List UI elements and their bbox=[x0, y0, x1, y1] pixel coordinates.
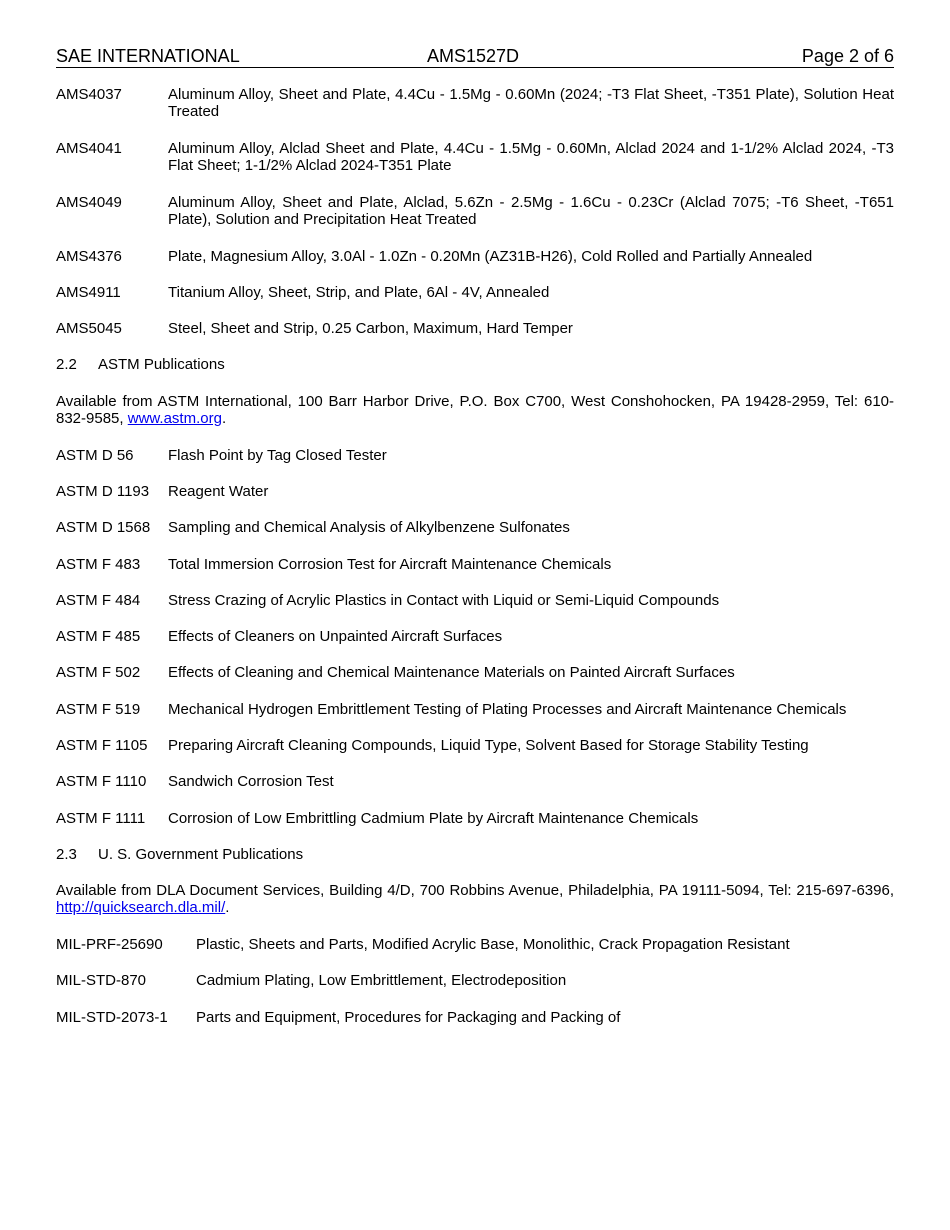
reference-title: Aluminum Alloy, Sheet and Plate, 4.4Cu - 1.5Mg - 0.60Mn (2024; -T3 Flat Sheet, -T351 Plate), Solution Heat Treated bbox=[168, 86, 894, 120]
reference-title: Stress Crazing of Acrylic Plastics in Contact with Liquid or Semi-Liquid Compounds bbox=[168, 592, 720, 609]
reference-entry bbox=[56, 519, 894, 536]
availability-suffix: . bbox=[221, 410, 227, 427]
reference-title: Effects of Cleaners on Unpainted Aircraft Surfaces bbox=[168, 628, 503, 645]
reference-code: AMS4911 bbox=[56, 284, 121, 301]
reference-entry bbox=[56, 810, 894, 827]
reference-entry bbox=[56, 483, 894, 500]
reference-title: Sampling and Chemical Analysis of Alkylbenzene Sulfonates bbox=[168, 519, 570, 536]
reference-code: AMS4376 bbox=[56, 248, 122, 265]
reference-entry bbox=[56, 284, 894, 301]
reference-entry bbox=[56, 972, 894, 989]
header-page-number: Page 2 of 6 bbox=[801, 46, 894, 66]
reference-entry bbox=[56, 1009, 894, 1026]
reference-entry bbox=[56, 664, 894, 681]
gov-availability-paragraph bbox=[56, 882, 894, 916]
section-number: 2.3 bbox=[56, 846, 77, 863]
reference-code: ASTM F 502 bbox=[56, 664, 141, 681]
reference-title: Mechanical Hydrogen Embrittlement Testing of Plating Processes and Aircraft Maintenance Chemicals bbox=[168, 701, 847, 718]
availability-text: Available from DLA Document Services, Building 4/D, 700 Robbins Avenue, Philadelphia, PA 19111-5094, Tel: 215-697-6396, bbox=[56, 882, 894, 899]
reference-title: Plastic, Sheets and Parts, Modified Acrylic Base, Monolithic, Crack Propagation Resistant bbox=[196, 936, 790, 953]
astm-website-link[interactable]: www.astm.org bbox=[127, 410, 222, 427]
astm-availability-paragraph bbox=[56, 393, 894, 427]
reference-title: Parts and Equipment, Procedures for Packaging and Packing of bbox=[196, 1009, 621, 1026]
reference-title: Plate, Magnesium Alloy, 3.0Al - 1.0Zn - 0.20Mn (AZ31B-H26), Cold Rolled and Partially Annealed bbox=[168, 248, 813, 265]
availability-text: Available from ASTM International, 100 Barr Harbor Drive, P.O. Box C700, West Conshohocken, PA 19428-2959, Tel: 610-832-9585, bbox=[56, 393, 894, 427]
availability-suffix: . bbox=[225, 899, 230, 916]
reference-title: Total Immersion Corrosion Test for Aircraft Maintenance Chemicals bbox=[168, 556, 612, 573]
reference-code: ASTM D 56 bbox=[56, 447, 134, 464]
reference-code: MIL-STD-2073-1 bbox=[56, 1009, 168, 1026]
reference-title: Steel, Sheet and Strip, 0.25 Carbon, Maximum, Hard Temper bbox=[168, 320, 573, 337]
reference-code: AMS5045 bbox=[56, 320, 122, 337]
reference-title: Corrosion of Low Embrittling Cadmium Plate by Aircraft Maintenance Chemicals bbox=[168, 810, 699, 827]
reference-entry bbox=[56, 773, 894, 790]
reference-code: ASTM F 519 bbox=[56, 701, 141, 718]
reference-title: Flash Point by Tag Closed Tester bbox=[168, 447, 387, 464]
reference-entry bbox=[56, 447, 894, 464]
reference-title: Preparing Aircraft Cleaning Compounds, Liquid Type, Solvent Based for Storage Stability Testing bbox=[168, 737, 809, 754]
reference-entry bbox=[56, 592, 894, 609]
reference-code: ASTM F 1105 bbox=[56, 737, 148, 754]
reference-code: MIL-STD-870 bbox=[56, 972, 147, 989]
reference-entry bbox=[56, 140, 894, 174]
reference-title: Reagent Water bbox=[168, 483, 269, 500]
section-heading-gov bbox=[56, 846, 894, 863]
reference-code: AMS4037 bbox=[56, 86, 122, 103]
reference-code: ASTM F 1111 bbox=[56, 810, 146, 827]
reference-entry bbox=[56, 701, 894, 718]
reference-title: Aluminum Alloy, Alclad Sheet and Plate, 4.4Cu - 1.5Mg - 0.60Mn, Alclad 2024 and 1-1/2% Alclad 2024, -T3 Flat Sheet; 1-1/2% Alclad 2024-T351 Plate bbox=[168, 140, 894, 174]
header-org: SAE INTERNATIONAL bbox=[56, 46, 240, 66]
section-title: U. S. Government Publications bbox=[98, 846, 304, 863]
reference-entry bbox=[56, 86, 894, 120]
reference-entry bbox=[56, 320, 894, 337]
reference-entry bbox=[56, 628, 894, 645]
reference-code: ASTM F 483 bbox=[56, 556, 141, 573]
reference-entry bbox=[56, 556, 894, 573]
reference-code: ASTM F 484 bbox=[56, 592, 141, 609]
reference-title: Cadmium Plating, Low Embrittlement, Electrodeposition bbox=[196, 972, 567, 989]
page-header bbox=[56, 45, 894, 68]
reference-code: ASTM F 1110 bbox=[56, 773, 147, 790]
reference-title: Titanium Alloy, Sheet, Strip, and Plate, 6Al - 4V, Annealed bbox=[168, 284, 550, 301]
reference-title: Sandwich Corrosion Test bbox=[168, 773, 334, 790]
section-heading-astm bbox=[56, 356, 894, 373]
dla-website-link[interactable]: http://quicksearch.dla.mil/ bbox=[56, 899, 226, 916]
reference-code: ASTM F 485 bbox=[56, 628, 141, 645]
reference-code: AMS4049 bbox=[56, 194, 122, 211]
reference-title: Effects of Cleaning and Chemical Maintenance Materials on Painted Aircraft Surfaces bbox=[168, 664, 735, 681]
section-title: ASTM Publications bbox=[98, 356, 225, 373]
reference-code: ASTM D 1193 bbox=[56, 483, 150, 500]
section-number: 2.2 bbox=[56, 356, 77, 373]
reference-code: AMS4041 bbox=[56, 140, 122, 157]
reference-code: ASTM D 1568 bbox=[56, 519, 151, 536]
reference-entry bbox=[56, 194, 894, 228]
reference-code: MIL-PRF-25690 bbox=[56, 936, 163, 953]
header-doc-id: AMS1527D bbox=[427, 46, 520, 66]
reference-entry bbox=[56, 737, 894, 754]
reference-title: Aluminum Alloy, Sheet and Plate, Alclad, 5.6Zn - 2.5Mg - 1.6Cu - 0.23Cr (Alclad 7075; -T6 Sheet, -T651 Plate), Solution and Precipitation Heat Treated bbox=[168, 194, 894, 228]
reference-entry bbox=[56, 936, 894, 953]
reference-entry bbox=[56, 248, 894, 265]
